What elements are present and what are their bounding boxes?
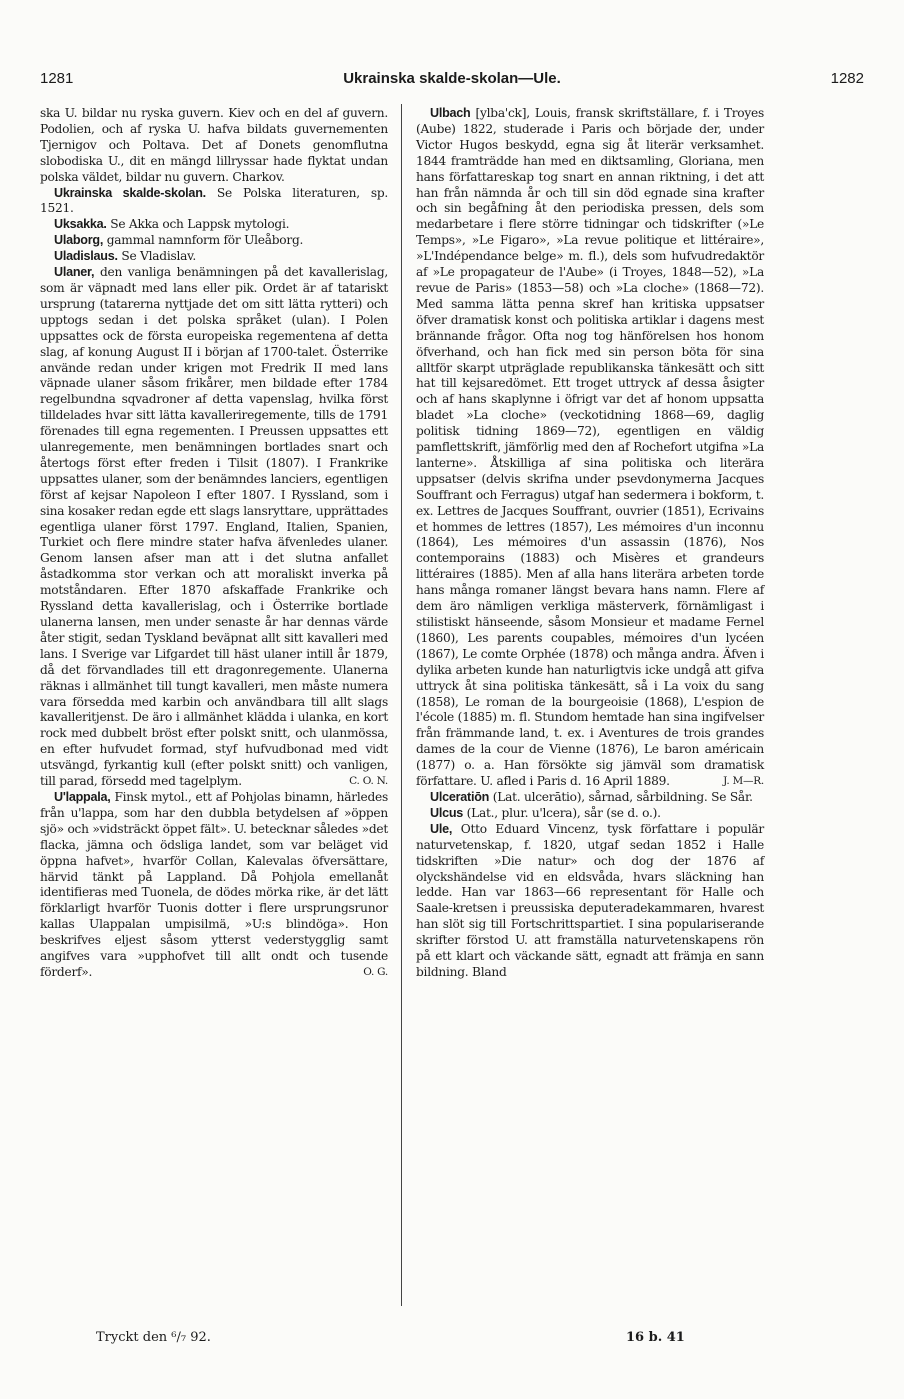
left-column [40,106,388,981]
author-signature: O. G. [363,965,388,978]
entry-ulcus [416,806,764,822]
entry-headword: Uladislaus. [54,249,118,264]
entry-body: Se Polska literaturen, sp. 1521. [40,185,388,216]
entry-body: den vanliga benämningen på det kavallerislag, som är väpnadt med lans eller pik. Ordet är af tatariskt ursprung (tatarerna nyttjade det om sitt lätta rytteri) och upptogs sedan i det polska språket (ulan). I Polen uppsattes ock de första europeiska regementena af detta slag, af konung August II i början af 1700-talet. Österrike använde redan under krigen mot Fredrik II med lans väpnade ulaner såsom frikårer, men bildade efter 1784 regelbundna sqvadroner af detta vapenslag, hvilka först tilldelades hvar sitt lätta kavalleriregemente, tills de 1791 förenades till egna regementen. I Preussen uppsattes ett ulanregemente, men benämningen bortlades snart och återtogs först efter freden i Tilsit (1807). I Frankrike uppsattes ulaner, som der benämndes lanciers, egentligen först af kejsar Napoleon I efter 1807. I Ryssland, som i sina kosaker redan egde ett slags lansryttare, upprättades egentliga ulaner först 1797. England, Italien, Spanien, Turkiet och flere mindre stater hafva äfvenledes ulaner. Genom lansen afser man att i det slutna anfallet åstadkomma stor verkan och att moraliskt inverka på motståndaren. Efter 1870 afskaffade Frankrike och Ryssland detta kavallerislag, och i Österrike bortlade ulanerna lansen, men under senaste år har dennas värde åter stigit, sedan Tyskland beväpnat allt sitt kavalleri med lans. I Sverige var Lifgardet till häst ulaner intill år 1879, då det förvandlades till ett dragonregemente. Ulanerna räknas i allmänhet till tungt kavalleri, men måste numera vara försedda med karbin och användbara till allt slags kavalleritjenst. De äro i allmänhet klädda i ulanka, en kort rock med dubbelt bröst efter polskt snitt, och ulanmössa, en efter hufvudet formad, styf hufvudbonad med vidt utsvängd, fyrkantig kull (efter polskt snitt) och vanligen, till parad, försedd med tagelplym. [40,265,388,789]
running-title: Ukrainska skalde-skolan—Ule. [343,70,561,87]
entry-body: [ylba'ck], Louis, fransk skriftställare, f. i Troyes (Aube) 1822, studerade i Paris och började der, under Victor Hugos beskydd, egna sig åt literär verksamhet. 1844 framträdde han med en diktsamling, Gloriana, men hans författareskap tog snart en annan riktning, i det att han från nämnda år och till sin död egnade sina krafter och sin begåfning åt den periodiska pressen, dels som medarbetare i flere större tidningar och tidskrifter (»Le Temps», »Le Figaro», »La revue politique et littéraire», »L'Indépendance belge» m. fl.), dels som hufvudredaktör af »Le propagateur de l'Aube» (i Troyes, 1848—52), »La revue de Paris» (1853—58) och »La cloche» (1868—72). Med samma lätta penna skref han kritiska uppsatser öfver dramatisk konst och politiska artiklar i dagens mest brännande frågor. Ofta nog tog hänförelsen hos honom öfverhand, och han fick med sin person böta för sina alltför skarpt utpräglade republikanska tänkesätt och sitt hat till kejsaredömet. Ett troget uttryck af dessa åsigter och af hans skaplynne i öfrigt var det af honom uppsatta bladet »La cloche» (veckotidning 1868—69, daglig politisk tidning 1869—72), egentligen en väldig pamflettskrift, jämförlig med den af Rochefort utgifna »La lanterne». Åtskilliga af sina politiska och literära uppsatser (delvis skrifna under psevdonymerna Jacques Souffrant och Ferragus) utgaf han sedermera i bokform, t. ex. Lettres de Jacques Souffrant, ouvrier (1851), Ecrivains et hommes de lettres (1857), Les mémoires d'un inconnu (1864), Les mémoires d'un assassin (1876), Nos contemporains (1883) och Misères et grandeurs littéraires (1885). Men af alla hans literära arbeten torde hans många romaner längst bevara hans namn. Flere af dem äro nämligen verkliga mästerverk, förnämligast i stilistiskt hänseende, såsom Monsieur et madame Fernel (1860), Les parents coupables, mémoires d'un lycéen (1867), Le comte Orphée (1878) och många andra. Äfven i dylika arbeten kunde han naturligtvis icke undgå att gifva uttryck åt sina politiska tänkesätt, så i La voix du sang (1858), Le roman de la bourgeoisie (1868), L'espion de l'école (1885) m. fl. Stundom hemtade han sina ingifvelser från främmande land, t. ex. i Aventures de trois grandes dames de la cour de Vienne (1876), Le baron américain (1877) o. a. Han försökte sig jämväl som dramatisk författare. U. afled i Paris d. 16 April 1889. [416,106,764,789]
entry-ulappala [40,790,388,981]
entry-ukrainska-skalde-skolan [40,186,388,218]
entry-headword: Ulaner, [54,265,95,280]
entry-headword: Ulceratiōn [430,789,490,804]
column-divider [401,104,402,1306]
entry-headword: Ulbach [430,106,471,120]
entry-headword: U'lappala, [54,789,111,804]
entry-ulbach [416,106,764,790]
entry-uladislaus [40,249,388,265]
entry-body: Se Vladislav. [117,249,196,264]
entry-body: Otto Eduard Vincenz, tysk författare i populär naturvetenskap, f. 1820, utgaf sedan 1852 i Halle tidskriften »Die natur» och dog der 1876 af olyckshändelse vid en eldsvåda, hvars släckning han ledde. Han var 1863—66 representant för Halle och Saale-kretsen i preussiska deputeradekammaren, hvarest han slöt sig till Fortschrittspartiet. I sina populariserande skrifter förstod U. att framställa naturvetenskapens rön på ett klart och väckande sätt, egnadt att främja en sann bildning. Bland [416,821,764,979]
page-header [40,70,864,96]
entry-headword: Ule, [430,821,453,836]
entry-ukraina-continued [40,106,388,186]
entry-ule [416,822,764,981]
entry-ulceration [416,790,764,806]
entry-body: ska U. bildar nu ryska guvern. Kiev och en del af guvern. Podolien, och af ryska U. hafva bildats guvernementen Tjernigov och Poltava. Det af Donets genomflutna slobodiska U., dit en mängd lillryssar hade flyktat undan polska väldet, bildar nu guvern. Charkov. [40,106,388,184]
page-number-right: 1282 [830,70,864,87]
author-signature: J. M—R. [723,775,764,788]
entry-ulaner [40,265,388,790]
entry-headword: Ulaborg, [54,233,104,248]
right-column [416,106,764,981]
sheet-signature: 16 b. 41 [626,1330,685,1345]
entry-headword: Ulcus [430,805,464,820]
entry-headword: Uksakka. [54,217,107,232]
entry-body: (Lat. ulcerātio), sårnad, sårbildning. Se Sår. [489,789,753,804]
entry-body: Se Akka och Lappsk mytologi. [106,217,290,232]
page-number-left: 1281 [40,70,74,87]
entry-uksakka [40,217,388,233]
entry-body: gammal namnform för Uleåborg. [103,233,304,248]
entry-body: (Lat., plur. u'lcera), sår (se d. o.). [463,805,661,820]
entry-body: Finsk mytol., ett af Pohjolas binamn, härledes från u'lappa, som har den dubbla betydelsen af »öppen sjö» och »vidsträckt öppet fält». U. betecknar således »det flacka, jämna och ödsliga landet, som var beläget vid öppna hafvet», hvarför Collan, Kalevalas öfversättare, härvid tänkt på Lappland. Då Pohjola emellanåt identifieras med Tuonela, de dödes mörka rike, är det lätt förklarligt hvarför Tuonis dotter i flere ursprungsrunor kallas Ulappalan umpisilmä, »U:s blindöga». Hon beskrifves eljest såsom ytterst vederstygglig samt angifves vara »upphofvet till allt ondt och tusende förderf». [40,789,388,979]
entry-ulaborg [40,233,388,249]
author-signature: C. O. N. [349,775,388,788]
entry-headword: Ukrainska skalde-skolan. [54,185,206,200]
print-date-note: Tryckt den ⁶/₇ 92. [96,1330,211,1345]
